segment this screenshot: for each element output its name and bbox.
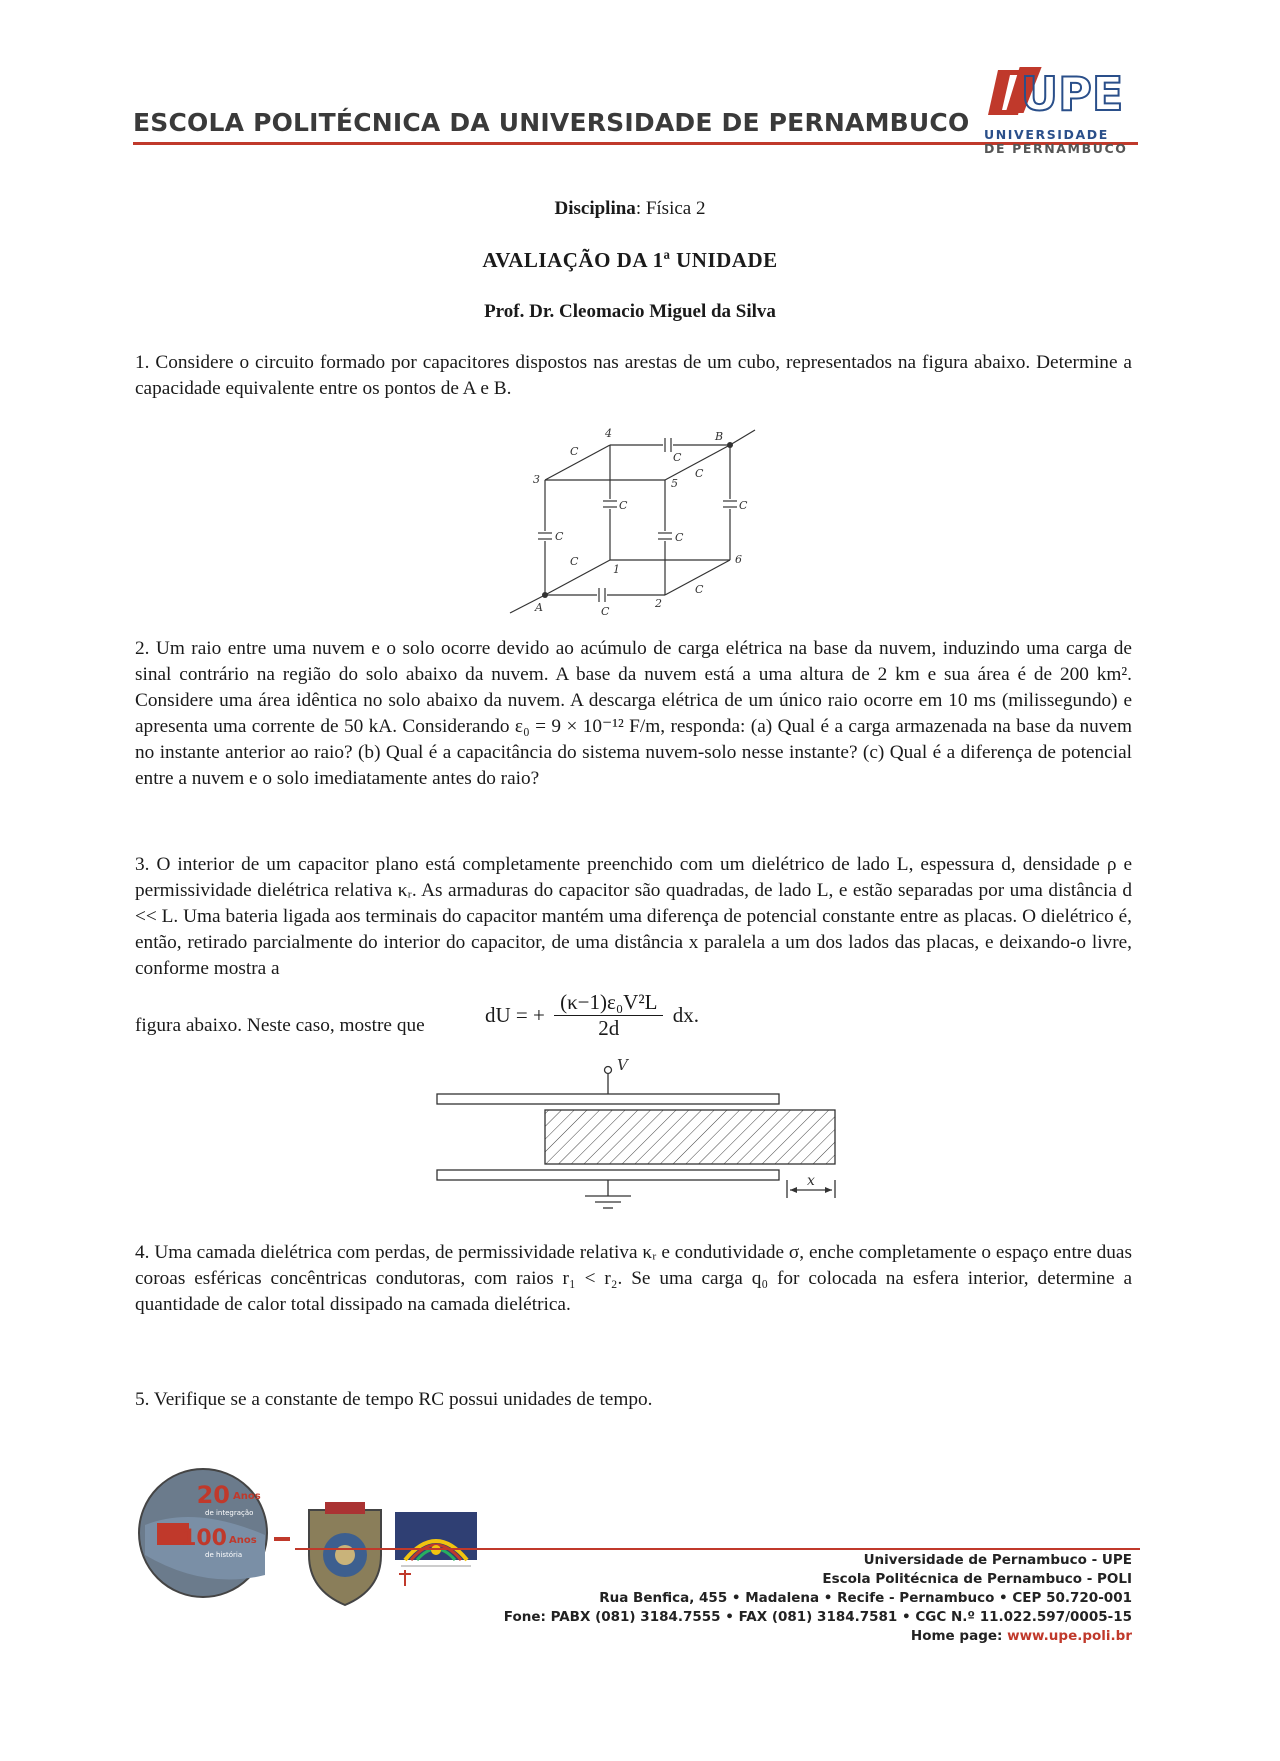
seal-dash — [274, 1537, 290, 1541]
flag-icon — [395, 1512, 477, 1592]
anniv-100-word: Anos — [229, 1535, 257, 1546]
cap-label: C — [555, 530, 564, 543]
cap-label: C — [673, 451, 682, 464]
dielectric-capacitor-figure — [435, 1058, 855, 1218]
cap-label: C — [570, 555, 579, 568]
logo-text: UPE — [1020, 67, 1124, 121]
formula-numerator: (κ−1)ε₀V²L — [554, 990, 663, 1016]
discipline-line — [0, 198, 1260, 220]
footer-university: Universidade de Pernambuco - UPE — [863, 1552, 1132, 1568]
formula-denominator: 2d — [598, 1016, 620, 1040]
coat-of-arms-icon — [295, 1500, 395, 1610]
question-2: 2. Um raio entre uma nuvem e o solo ocorre devido ao acúmulo de carga elétrica na base da nuvem, induzindo uma carga de sinal contrário na região do solo abaixo da nuvem. A base da nuvem está a uma altura de 2 km e sua área é de 200 km². Considere uma área idêntica no solo abaixo da nuvem. A descarga elétrica de um único raio ocorre em 10 ms (milissegundo) e apresenta uma corrente de 50 kA. Considerando ε₀ = 9 × 10⁻¹² F/m, responda: (a) Qual é a carga armazenada na base da nuvem no instante anterior ao raio? (b) Qual é a capacitância do sistema nuvem-solo nesse instante? (c) Qual é a diferença de potencial entre a nuvem e o solo imediatamente antes do raio? — [135, 638, 1132, 789]
node-B: B — [715, 430, 724, 443]
anniv-20-sub: de integração — [205, 1509, 254, 1517]
anniv-20-word: Anos — [233, 1491, 261, 1502]
footer-rule — [295, 1548, 1140, 1550]
formula-lhs: dU = + — [485, 1003, 545, 1027]
discipline-value: : Física 2 — [635, 198, 706, 219]
node-1: 1 — [613, 563, 620, 576]
question-3-tail: figura abaixo. Neste caso, mostre que — [135, 1015, 425, 1036]
formula-fraction — [554, 990, 663, 1041]
question-3: 3. O interior de um capacitor plano está completamente preenchido com um dielétrico de lado L, espessura d, densidade ρ e permissividade dielétrica relativa κᵣ. As armaduras do capacitor são quadradas, de lado L, e estão separadas por uma distância d << L. Uma bateria ligada aos terminais do capacitor mantém uma diferença de potencial constante entre as placas. O dielétrico é, então, retirado parcialmente do interior do capacitor, de uma distância x paralela a um dos lados das placas, e deixando-o livre, conforme mostra a — [135, 854, 1132, 979]
exam-title: AVALIAÇÃO DA 1ª UNIDADE — [482, 248, 778, 272]
node-3: 3 — [533, 473, 540, 486]
cap-label: C — [570, 445, 579, 458]
node-6: 6 — [735, 553, 742, 566]
cap-label: C — [739, 499, 748, 512]
capacitor-cube-figure — [505, 425, 765, 615]
cap-label: C — [675, 531, 684, 544]
cap-label: C — [695, 583, 704, 596]
logo-sub-line2: DE PERNAMBUCO — [984, 141, 1128, 156]
node-2: 2 — [655, 597, 662, 610]
node-A: A — [535, 601, 543, 614]
footer-homepage — [504, 1627, 1132, 1646]
cap-label: C — [695, 467, 704, 480]
cap-label: C — [619, 499, 628, 512]
school-title: ESCOLA POLITÉCNICA DA UNIVERSIDADE DE PERNAMBUCO — [133, 108, 970, 137]
question-4: 4. Uma camada dielétrica com perdas, de permissividade relativa κᵣ e condutividade σ, enche completamente o espaço entre duas coroas esféricas concêntricas condutoras, com raios r₁ < r₂. Se uma carga q₀ for colocada na esfera interior, determine a quantidade de calor total dissipado na camada dielétrica. — [135, 1242, 1132, 1315]
node-4: 4 — [605, 427, 612, 440]
anniversary-seal-icon — [135, 1465, 275, 1600]
discipline-label: Disciplina — [554, 198, 636, 219]
professor-name: Prof. Dr. Cleomacio Miguel da Silva — [484, 301, 776, 322]
anniv-100-sub: de história — [205, 1551, 243, 1559]
anniv-20: 20 — [196, 1481, 230, 1509]
formula-rhs: dx. — [672, 1003, 699, 1027]
displacement-label: x — [807, 1173, 815, 1189]
footer-address — [504, 1551, 1132, 1646]
logo-sub-line1: UNIVERSIDADE — [984, 127, 1109, 142]
question-1: 1. Considere o circuito formado por capacitores dispostos nas arestas de um cubo, representados na figura abaixo. Determine a capacidade equivalente entre os pontos de A e B. — [135, 352, 1132, 399]
voltage-label: V — [617, 1058, 628, 1074]
logo-subtitle — [984, 128, 1127, 156]
anniv-100: 100 — [181, 1526, 227, 1551]
footer-phone: Fone: PABX (081) 3184.7555 • FAX (081) 3184.7581 • CGC N.º 11.022.597/0005-15 — [503, 1609, 1132, 1625]
footer-street: Rua Benfica, 455 • Madalena • Recife - Pernambuco • CEP 50.720-001 — [599, 1590, 1132, 1606]
homepage-label: Home page: — [910, 1628, 1008, 1644]
footer-school: Escola Politécnica de Pernambuco - POLI — [822, 1571, 1132, 1587]
cap-label: C — [601, 605, 610, 615]
node-5: 5 — [671, 477, 678, 490]
question-5: 5. Verifique se a constante de tempo RC possui unidades de tempo. — [135, 1389, 653, 1410]
homepage-link[interactable]: www.upe.poli.br — [1007, 1628, 1132, 1644]
energy-formula — [485, 990, 699, 1041]
